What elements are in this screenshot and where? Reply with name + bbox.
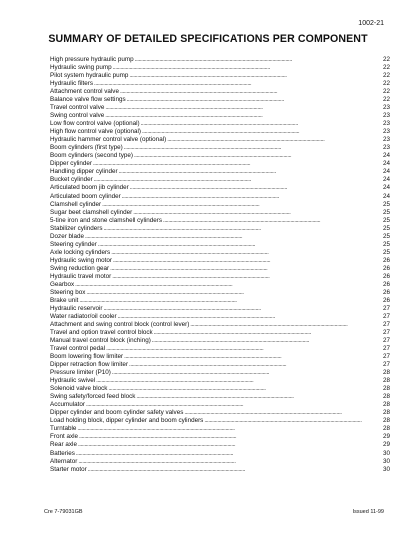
toc-entry-label: Swing safety/forced feed block bbox=[50, 393, 136, 401]
toc-entry-label: Load holding block, dipper cylinder and boom cylinders bbox=[50, 417, 204, 425]
toc-entry-label: Hydraulic swing pump bbox=[50, 64, 112, 72]
toc-entry bbox=[50, 265, 390, 273]
toc-entry-label: Starter motor bbox=[50, 465, 87, 473]
toc-entry bbox=[50, 193, 390, 201]
toc-entry-label: High pressure hydraulic pump bbox=[50, 55, 134, 63]
dot-leader bbox=[154, 329, 382, 337]
toc-entry bbox=[50, 88, 390, 96]
toc-entry-label: Hydraulic reservoir bbox=[50, 304, 103, 312]
toc-entry-label: Boom cylinders (first type) bbox=[50, 144, 123, 152]
toc-entry-page: 27 bbox=[382, 361, 390, 369]
toc-entry-page: 24 bbox=[382, 152, 390, 160]
toc-entry bbox=[50, 217, 390, 225]
toc-entry bbox=[50, 64, 390, 72]
toc-entry-label: Turntable bbox=[50, 425, 77, 433]
toc-entry-page: 26 bbox=[382, 296, 390, 304]
toc-entry-label: High flow control valve (optional) bbox=[50, 128, 141, 136]
toc-entry bbox=[50, 401, 390, 409]
toc-entry-label: Front axle bbox=[50, 433, 78, 441]
dot-leader bbox=[111, 249, 382, 257]
toc-entry bbox=[50, 152, 390, 160]
toc-entry-page: 27 bbox=[382, 329, 390, 337]
dot-leader bbox=[134, 152, 382, 160]
toc-entry bbox=[50, 209, 390, 217]
toc-entry-page: 30 bbox=[382, 449, 390, 457]
dot-leader bbox=[120, 88, 382, 96]
dot-leader bbox=[190, 321, 382, 329]
toc-entry-page: 28 bbox=[382, 369, 390, 377]
toc-entry bbox=[50, 369, 390, 377]
toc-entry bbox=[50, 313, 390, 321]
toc-entry-page: 29 bbox=[382, 441, 390, 449]
dot-leader bbox=[76, 450, 382, 458]
toc-entry bbox=[50, 450, 390, 458]
toc-entry-label: Hydraulic swivel bbox=[50, 377, 96, 385]
toc-entry bbox=[50, 176, 390, 184]
toc-entry bbox=[50, 225, 390, 233]
toc-entry-page: 24 bbox=[382, 176, 390, 184]
toc-entry-label: Attachment and swing control block (control lever) bbox=[50, 321, 190, 329]
dot-leader bbox=[129, 72, 382, 80]
toc-entry-page: 24 bbox=[382, 192, 390, 200]
toc-entry-page: 28 bbox=[382, 385, 390, 393]
dot-leader bbox=[110, 265, 382, 273]
dot-leader bbox=[129, 361, 382, 369]
dot-leader bbox=[141, 120, 382, 128]
toc-entry-page: 22 bbox=[382, 64, 390, 72]
toc-entry-page: 27 bbox=[382, 337, 390, 345]
toc-entry-label: Low flow control valve (optional) bbox=[50, 120, 140, 128]
toc-entry-page: 23 bbox=[382, 104, 390, 112]
toc-entry-label: Hydraulic travel motor bbox=[50, 272, 112, 280]
toc-entry bbox=[50, 425, 390, 433]
dot-leader bbox=[127, 96, 382, 104]
dot-leader bbox=[79, 297, 382, 305]
dot-leader bbox=[124, 144, 382, 152]
toc-entry bbox=[50, 442, 390, 450]
toc-entry bbox=[50, 185, 390, 193]
toc-entry-label: Water radiator/oil cooler bbox=[50, 312, 117, 320]
toc-entry-page: 28 bbox=[382, 417, 390, 425]
dot-leader bbox=[136, 393, 382, 401]
toc-entry-label: Swing control valve bbox=[50, 112, 105, 120]
dot-leader bbox=[98, 241, 382, 249]
toc-entry-page: 25 bbox=[382, 208, 390, 216]
toc-entry-page: 24 bbox=[382, 168, 390, 176]
dot-leader bbox=[118, 313, 382, 321]
toc-entry-page: 26 bbox=[382, 280, 390, 288]
toc-entry-label: Swing reduction gear bbox=[50, 264, 110, 272]
toc-entry-label: Articulated boom cylinder bbox=[50, 192, 121, 200]
toc-entry-page: 23 bbox=[382, 112, 390, 120]
dot-leader bbox=[204, 417, 382, 425]
toc-entry bbox=[50, 128, 390, 136]
toc-entry-label: Clamshell cylinder bbox=[50, 200, 102, 208]
toc-entry-page: 26 bbox=[382, 264, 390, 272]
toc-entry-label: Pilot system hydraulic pump bbox=[50, 72, 129, 80]
dot-leader bbox=[119, 168, 382, 176]
toc-entry bbox=[50, 201, 390, 209]
toc-entry bbox=[50, 305, 390, 313]
toc-entry-page: 22 bbox=[382, 80, 390, 88]
toc-entry bbox=[50, 233, 390, 241]
toc-entry bbox=[50, 458, 390, 466]
toc-entry bbox=[50, 168, 390, 176]
dot-leader bbox=[78, 458, 382, 466]
toc-entry-label: Articulated boom jib cylinder bbox=[50, 184, 129, 192]
dot-leader bbox=[85, 233, 382, 241]
toc-entry bbox=[50, 329, 390, 337]
dot-leader bbox=[113, 257, 382, 265]
toc-entry-page: 22 bbox=[382, 72, 390, 80]
dot-leader bbox=[86, 289, 382, 297]
toc-entry-page: 24 bbox=[382, 160, 390, 168]
dot-leader bbox=[75, 281, 382, 289]
toc-entry-page: 28 bbox=[382, 393, 390, 401]
dot-leader bbox=[152, 337, 382, 345]
toc-entry-page: 27 bbox=[382, 312, 390, 320]
toc-entry-label: Steering cylinder bbox=[50, 240, 97, 248]
toc-entry bbox=[50, 80, 390, 88]
toc-entry-page: 26 bbox=[382, 272, 390, 280]
toc-entry-page: 23 bbox=[382, 128, 390, 136]
toc-entry-page: 26 bbox=[382, 256, 390, 264]
toc-entry-page: 23 bbox=[382, 136, 390, 144]
toc-entry-label: Balance valve flow settings bbox=[50, 96, 126, 104]
dot-leader bbox=[94, 176, 382, 184]
dot-leader bbox=[96, 377, 382, 385]
toc-entry-label: Gearbox bbox=[50, 280, 75, 288]
dot-leader bbox=[142, 128, 382, 136]
toc-entry-label: Steering box bbox=[50, 288, 86, 296]
dot-leader bbox=[108, 385, 382, 393]
dot-leader bbox=[133, 209, 382, 217]
toc-entry-page: 30 bbox=[382, 465, 390, 473]
toc-entry-page: 25 bbox=[382, 224, 390, 232]
toc-entry-label: Travel and option travel control block bbox=[50, 329, 153, 337]
toc-entry-page: 22 bbox=[382, 88, 390, 96]
toc-entry bbox=[50, 241, 390, 249]
toc-entry-page: 27 bbox=[382, 304, 390, 312]
toc-entry bbox=[50, 112, 390, 120]
toc-entry-label: Solenoid valve block bbox=[50, 385, 108, 393]
toc-entry-label: Accumulator bbox=[50, 401, 85, 409]
dot-leader bbox=[130, 184, 382, 192]
toc-entry-page: 25 bbox=[382, 232, 390, 240]
toc-entry bbox=[50, 353, 390, 361]
document-reference: Cre 7-79031GB bbox=[44, 509, 83, 515]
dot-leader bbox=[112, 369, 382, 377]
toc-entry-page: 26 bbox=[382, 288, 390, 296]
toc-entry-label: 5-tine iron and stone clamshell cylinders bbox=[50, 216, 163, 224]
toc-entry bbox=[50, 257, 390, 265]
dot-leader bbox=[184, 409, 382, 417]
toc-entry-page: 28 bbox=[382, 425, 390, 433]
dot-leader bbox=[104, 225, 382, 233]
toc-entry bbox=[50, 160, 390, 168]
toc-entry-label: Attachment control valve bbox=[50, 88, 119, 96]
issue-date: Issued 11-99 bbox=[352, 509, 384, 515]
toc-entry-page: 23 bbox=[382, 120, 390, 128]
toc-entry bbox=[50, 377, 390, 385]
dot-leader bbox=[122, 193, 382, 201]
toc-entry bbox=[50, 281, 390, 289]
toc-entry bbox=[50, 120, 390, 128]
toc-entry bbox=[50, 96, 390, 104]
dot-leader bbox=[94, 80, 382, 88]
toc-entry-label: Dipper retraction flow limiter bbox=[50, 361, 129, 369]
toc-entry bbox=[50, 417, 390, 425]
toc-entry-page: 25 bbox=[382, 216, 390, 224]
toc-entry bbox=[50, 409, 390, 417]
toc-entry-page: 25 bbox=[382, 200, 390, 208]
page-title: SUMMARY OF DETAILED SPECIFICATIONS PER COMPONENT bbox=[48, 33, 368, 45]
dot-leader bbox=[102, 201, 382, 209]
toc-entry bbox=[50, 337, 390, 345]
toc-entry bbox=[50, 56, 390, 64]
toc-entry bbox=[50, 273, 390, 281]
toc-entry-label: Travel control valve bbox=[50, 104, 105, 112]
toc-entry bbox=[50, 249, 390, 257]
dot-leader bbox=[78, 441, 382, 449]
dot-leader bbox=[79, 433, 382, 441]
table-of-contents bbox=[50, 56, 390, 474]
dot-leader bbox=[93, 160, 382, 168]
toc-entry bbox=[50, 385, 390, 393]
toc-entry-page: 27 bbox=[382, 345, 390, 353]
toc-entry-page: 22 bbox=[382, 96, 390, 104]
toc-entry bbox=[50, 345, 390, 353]
toc-entry-label: Dozer blade bbox=[50, 232, 84, 240]
dot-leader bbox=[167, 136, 382, 144]
dot-leader bbox=[135, 56, 382, 64]
toc-entry-page: 25 bbox=[382, 240, 390, 248]
toc-entry-page: 23 bbox=[382, 144, 390, 152]
dot-leader bbox=[113, 64, 382, 72]
dot-leader bbox=[105, 112, 382, 120]
toc-entry-page: 25 bbox=[382, 248, 390, 256]
toc-entry bbox=[50, 321, 390, 329]
toc-entry bbox=[50, 361, 390, 369]
toc-entry-label: Rear axle bbox=[50, 441, 77, 449]
toc-entry-page: 30 bbox=[382, 457, 390, 465]
toc-entry-label: Handling dipper cylinder bbox=[50, 168, 118, 176]
toc-entry-label: Dipper cylinder and boom cylinder safety valves bbox=[50, 409, 184, 417]
dot-leader bbox=[88, 466, 382, 474]
toc-entry-label: Boom cylinders (second type) bbox=[50, 152, 133, 160]
toc-entry-page: 24 bbox=[382, 184, 390, 192]
toc-entry-label: Hydraulic filters bbox=[50, 80, 94, 88]
dot-leader bbox=[105, 104, 382, 112]
toc-entry-label: Manual travel control block (inching) bbox=[50, 337, 151, 345]
toc-entry bbox=[50, 104, 390, 112]
dot-leader bbox=[77, 425, 382, 433]
toc-entry bbox=[50, 393, 390, 401]
toc-entry-page: 28 bbox=[382, 409, 390, 417]
toc-entry-label: Boom lowering flow limiter bbox=[50, 353, 124, 361]
toc-entry bbox=[50, 466, 390, 474]
dot-leader bbox=[124, 353, 382, 361]
dot-leader bbox=[106, 345, 382, 353]
toc-entry-label: Hydraulic hammer control valve (optional) bbox=[50, 136, 167, 144]
toc-entry-label: Dipper cylinder bbox=[50, 160, 92, 168]
toc-entry bbox=[50, 297, 390, 305]
dot-leader bbox=[86, 401, 382, 409]
toc-entry bbox=[50, 144, 390, 152]
toc-entry-label: Travel control pedal bbox=[50, 345, 106, 353]
toc-entry-page: 27 bbox=[382, 353, 390, 361]
toc-entry-page: 22 bbox=[382, 55, 390, 63]
toc-entry-label: Brake unit bbox=[50, 296, 79, 304]
toc-entry-label: Sugar beet clamshell cylinder bbox=[50, 208, 133, 216]
page-number: 1002-21 bbox=[358, 20, 384, 27]
toc-entry-label: Hydraulic swing motor bbox=[50, 256, 112, 264]
toc-entry-page: 27 bbox=[382, 321, 390, 329]
toc-entry-page: 28 bbox=[382, 377, 390, 385]
toc-entry bbox=[50, 433, 390, 441]
toc-entry-label: Pressure limiter (P10) bbox=[50, 369, 111, 377]
toc-entry bbox=[50, 289, 390, 297]
dot-leader bbox=[112, 273, 382, 281]
toc-entry bbox=[50, 72, 390, 80]
toc-entry-label: Alternator bbox=[50, 457, 78, 465]
toc-entry-page: 28 bbox=[382, 401, 390, 409]
toc-entry-label: Batteries bbox=[50, 449, 75, 457]
toc-entry-label: Bucket cylinder bbox=[50, 176, 93, 184]
dot-leader bbox=[163, 217, 382, 225]
toc-entry-page: 29 bbox=[382, 433, 390, 441]
dot-leader bbox=[104, 305, 382, 313]
toc-entry-label: Axle locking cylinders bbox=[50, 248, 111, 256]
toc-entry bbox=[50, 136, 390, 144]
toc-entry-label: Stabilizer cylinders bbox=[50, 224, 103, 232]
